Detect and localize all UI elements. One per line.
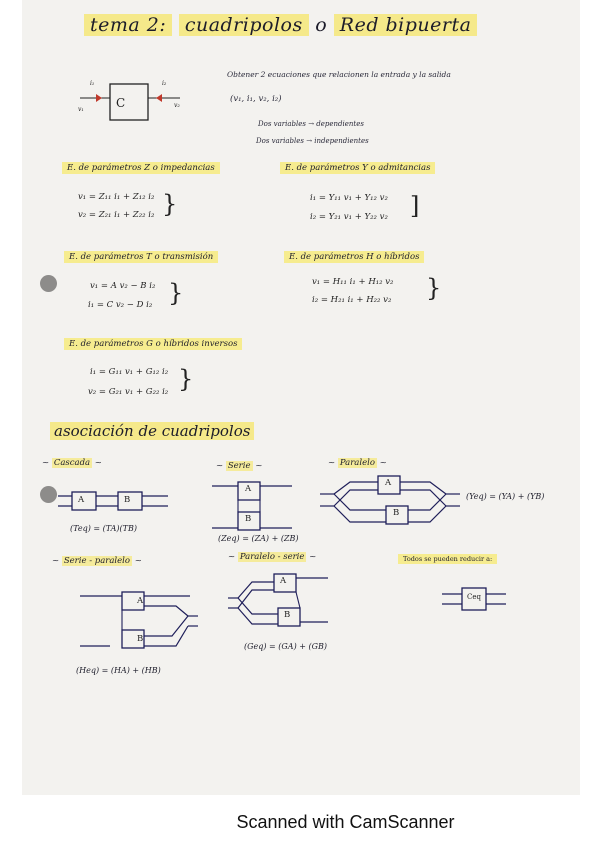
formula: (Geq) = (GA) + (GB) — [244, 642, 327, 651]
label-paralelo: ~ Paralelo ~ — [328, 458, 387, 468]
param-heading-t: E. de parámetros T o transmisión — [64, 251, 218, 263]
note-line: Dos variables → independientes — [256, 137, 369, 145]
equation: i₂ = H₂₁ i₁ + H₂₂ v₂ — [312, 295, 392, 305]
block-b: B — [124, 495, 131, 505]
brace: } — [168, 279, 184, 307]
equation: i₁ = Y₁₁ v₁ + Y₁₂ v₂ — [310, 193, 388, 203]
series-diagram — [212, 478, 302, 538]
label-i1: i₁ — [90, 80, 95, 87]
equation: v₂ = G₂₁ v₁ + G₂₂ i₂ — [88, 387, 169, 397]
param-heading-y: E. de parámetros Y o admitancias — [280, 162, 435, 174]
brace: } — [162, 190, 178, 218]
label-v1: v₁ — [78, 106, 84, 113]
block-a: A — [245, 484, 252, 494]
equation: i₁ = G₁₁ v₁ + G₁₂ i₂ — [90, 367, 169, 377]
label-serie: ~ Serie ~ — [216, 461, 263, 471]
formula: (Heq) = (HA) + (HB) — [76, 666, 161, 675]
label-v2: v₂ — [174, 102, 180, 109]
block-b: B — [245, 514, 252, 524]
brace: ] — [410, 192, 420, 220]
block-b: B — [137, 634, 144, 644]
note-line: (v₁, i₁, v₂, i₂) — [230, 94, 282, 104]
note-line: Obtener 2 ecuaciones que relacionen la entrada y la salida — [227, 70, 451, 79]
punch-hole — [40, 486, 57, 503]
block-a: A — [78, 495, 85, 505]
equation: v₁ = H₁₁ i₁ + H₁₂ v₂ — [312, 277, 394, 287]
label-serie-paralelo: ~ Serie - paralelo ~ — [52, 556, 142, 566]
formula: (Yeq) = (YA) + (YB) — [466, 492, 545, 501]
section-heading: asociación de cuadripolos — [50, 422, 254, 440]
brace: } — [426, 274, 442, 302]
label-i2: i₂ — [162, 80, 167, 87]
note-line: Dos variables → dependientes — [258, 120, 364, 128]
cascade-diagram — [58, 490, 178, 514]
scanner-watermark: Scanned with CamScanner — [236, 812, 455, 832]
formula: (Zeq) = (ZA) + (ZB) — [218, 534, 299, 543]
block-a: A — [280, 576, 287, 586]
brace: } — [178, 365, 194, 393]
block-label: C — [116, 96, 126, 110]
param-heading-g: E. de parámetros G o híbridos inversos — [64, 338, 242, 350]
block-ceq: Ceq — [467, 593, 481, 601]
block-b: B — [393, 508, 400, 518]
param-heading-z: E. de parámetros Z o impedancias — [62, 162, 220, 174]
param-heading-h: E. de parámetros H o híbridos — [284, 251, 424, 263]
equation: i₂ = Y₂₁ v₁ + Y₂₂ v₂ — [310, 212, 388, 222]
punch-hole — [40, 275, 57, 292]
formula: (Teq) = (TA)(TB) — [70, 524, 137, 533]
page-title: tema 2: cuadripolos o Red bipuerta — [84, 14, 477, 36]
label-paralelo-serie: ~ Paralelo - serie ~ — [228, 552, 317, 562]
label-cascada: ~ Cascada ~ — [42, 458, 102, 468]
equation: v₁ = Z₁₁ i₁ + Z₁₂ i₂ — [78, 192, 155, 202]
block-a: A — [385, 478, 392, 488]
label-todos: Todos se pueden reducir a: — [398, 554, 497, 564]
equation: v₂ = Z₂₁ i₁ + Z₂₂ i₂ — [78, 210, 155, 220]
equation: i₁ = C v₂ − D i₂ — [88, 300, 153, 310]
equation: v₁ = A v₂ − B i₂ — [90, 281, 156, 291]
block-a: A — [137, 596, 144, 606]
notebook-page — [22, 0, 580, 795]
block-b: B — [284, 610, 291, 620]
